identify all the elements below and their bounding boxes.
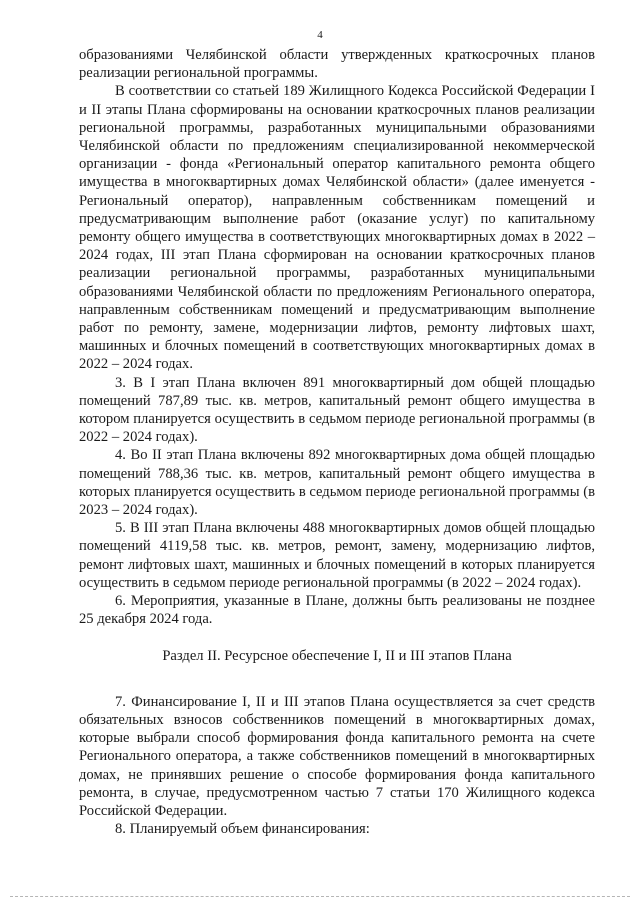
paragraph-item-6: 6. Мероприятия, указанные в Плане, должны быть реализованы не позднее 25 декабря 2024 года. — [79, 593, 595, 628]
document-body — [79, 46, 595, 838]
paragraph-item-3: 3. В I этап Плана включен 891 многоквартирный дом общей площадью помещений 787,89 тыс. кв. метров, капитальный ремонт общего имущества в котором планируется осуществить в седьмом периоде региональной программы (в 2022 – 2024 годах). — [79, 374, 595, 446]
paragraph-plan-stages: В соответствии со статьей 189 Жилищного Кодекса Российской Федерации I и II этапы Плана сформированы на основании краткосрочных планов реализации региональной программы, разработанных муниципальными образованиями Челябинской области по предложениям специализированной некоммерческой организации - фонда «Региональный оператор капитального ремонта общего имущества в многоквартирных домах Челябинской области» (далее именуется - Региональный оператор), направленным собственникам помещений и предусматривающим выполнение работ (оказание услуг) по капитальному ремонту общего имущества в соответствующих многоквартирных домах в 2022 – 2024 годах, III этап Плана сформирован на основании краткосрочных планов реализации региональной программы, разработанных муниципальными образованиями Челябинской области по предложениям Регионального оператора, направленным собственникам помещений и предусматривающим выполнение работ по ремонту, замене, модернизации лифтов, ремонту лифтовых шахт, машинных и блочных помещений в соответствующих многоквартирных домах в 2022 – 2024 годах. — [79, 83, 595, 373]
paragraph-continuation: образованиями Челябинской области утвержденных краткосрочных планов реализации региональной программы. — [79, 47, 595, 82]
page-bottom-edge — [10, 896, 630, 897]
paragraph-item-7: 7. Финансирование I, II и III этапов Плана осуществляется за счет средств обязательных взносов собственников помещений в многоквартирных домах, которые выбрали способ формирования фонда капитального ремонта на счете Регионального оператора, а также собственников помещений в многоквартирных домах, не принявших решение о способе формирования фонда капитального ремонта, в случае, предусмотренном частью 7 статьи 170 Жилищного кодекса Российской Федерации. — [79, 693, 595, 819]
paragraph-item-8: 8. Планируемый объем финансирования: — [115, 821, 370, 838]
section-heading: Раздел II. Ресурсное обеспечение I, II и III этапов Плана — [162, 647, 512, 664]
paragraph-item-4: 4. Во II этап Плана включены 892 многоквартирных дома общей площадью помещений 788,36 тыс. кв. метров, капитальный ремонт общего имущества в которых планируется осуществить в седьмом периоде региональной программы (в 2023 – 2024 годах). — [79, 447, 595, 519]
page-number: 4 — [317, 29, 323, 41]
paragraph-item-5: 5. В III этап Плана включены 488 многоквартирных домов общей площадью помещений 4119,58 тыс. кв. метров, ремонт, замену, модернизацию лифтов, ремонт лифтовых шахт, машинных и блочных помещений в которых планируется осуществить в седьмом периоде региональной программы (в 2022 – 2024 годах). — [79, 520, 595, 591]
